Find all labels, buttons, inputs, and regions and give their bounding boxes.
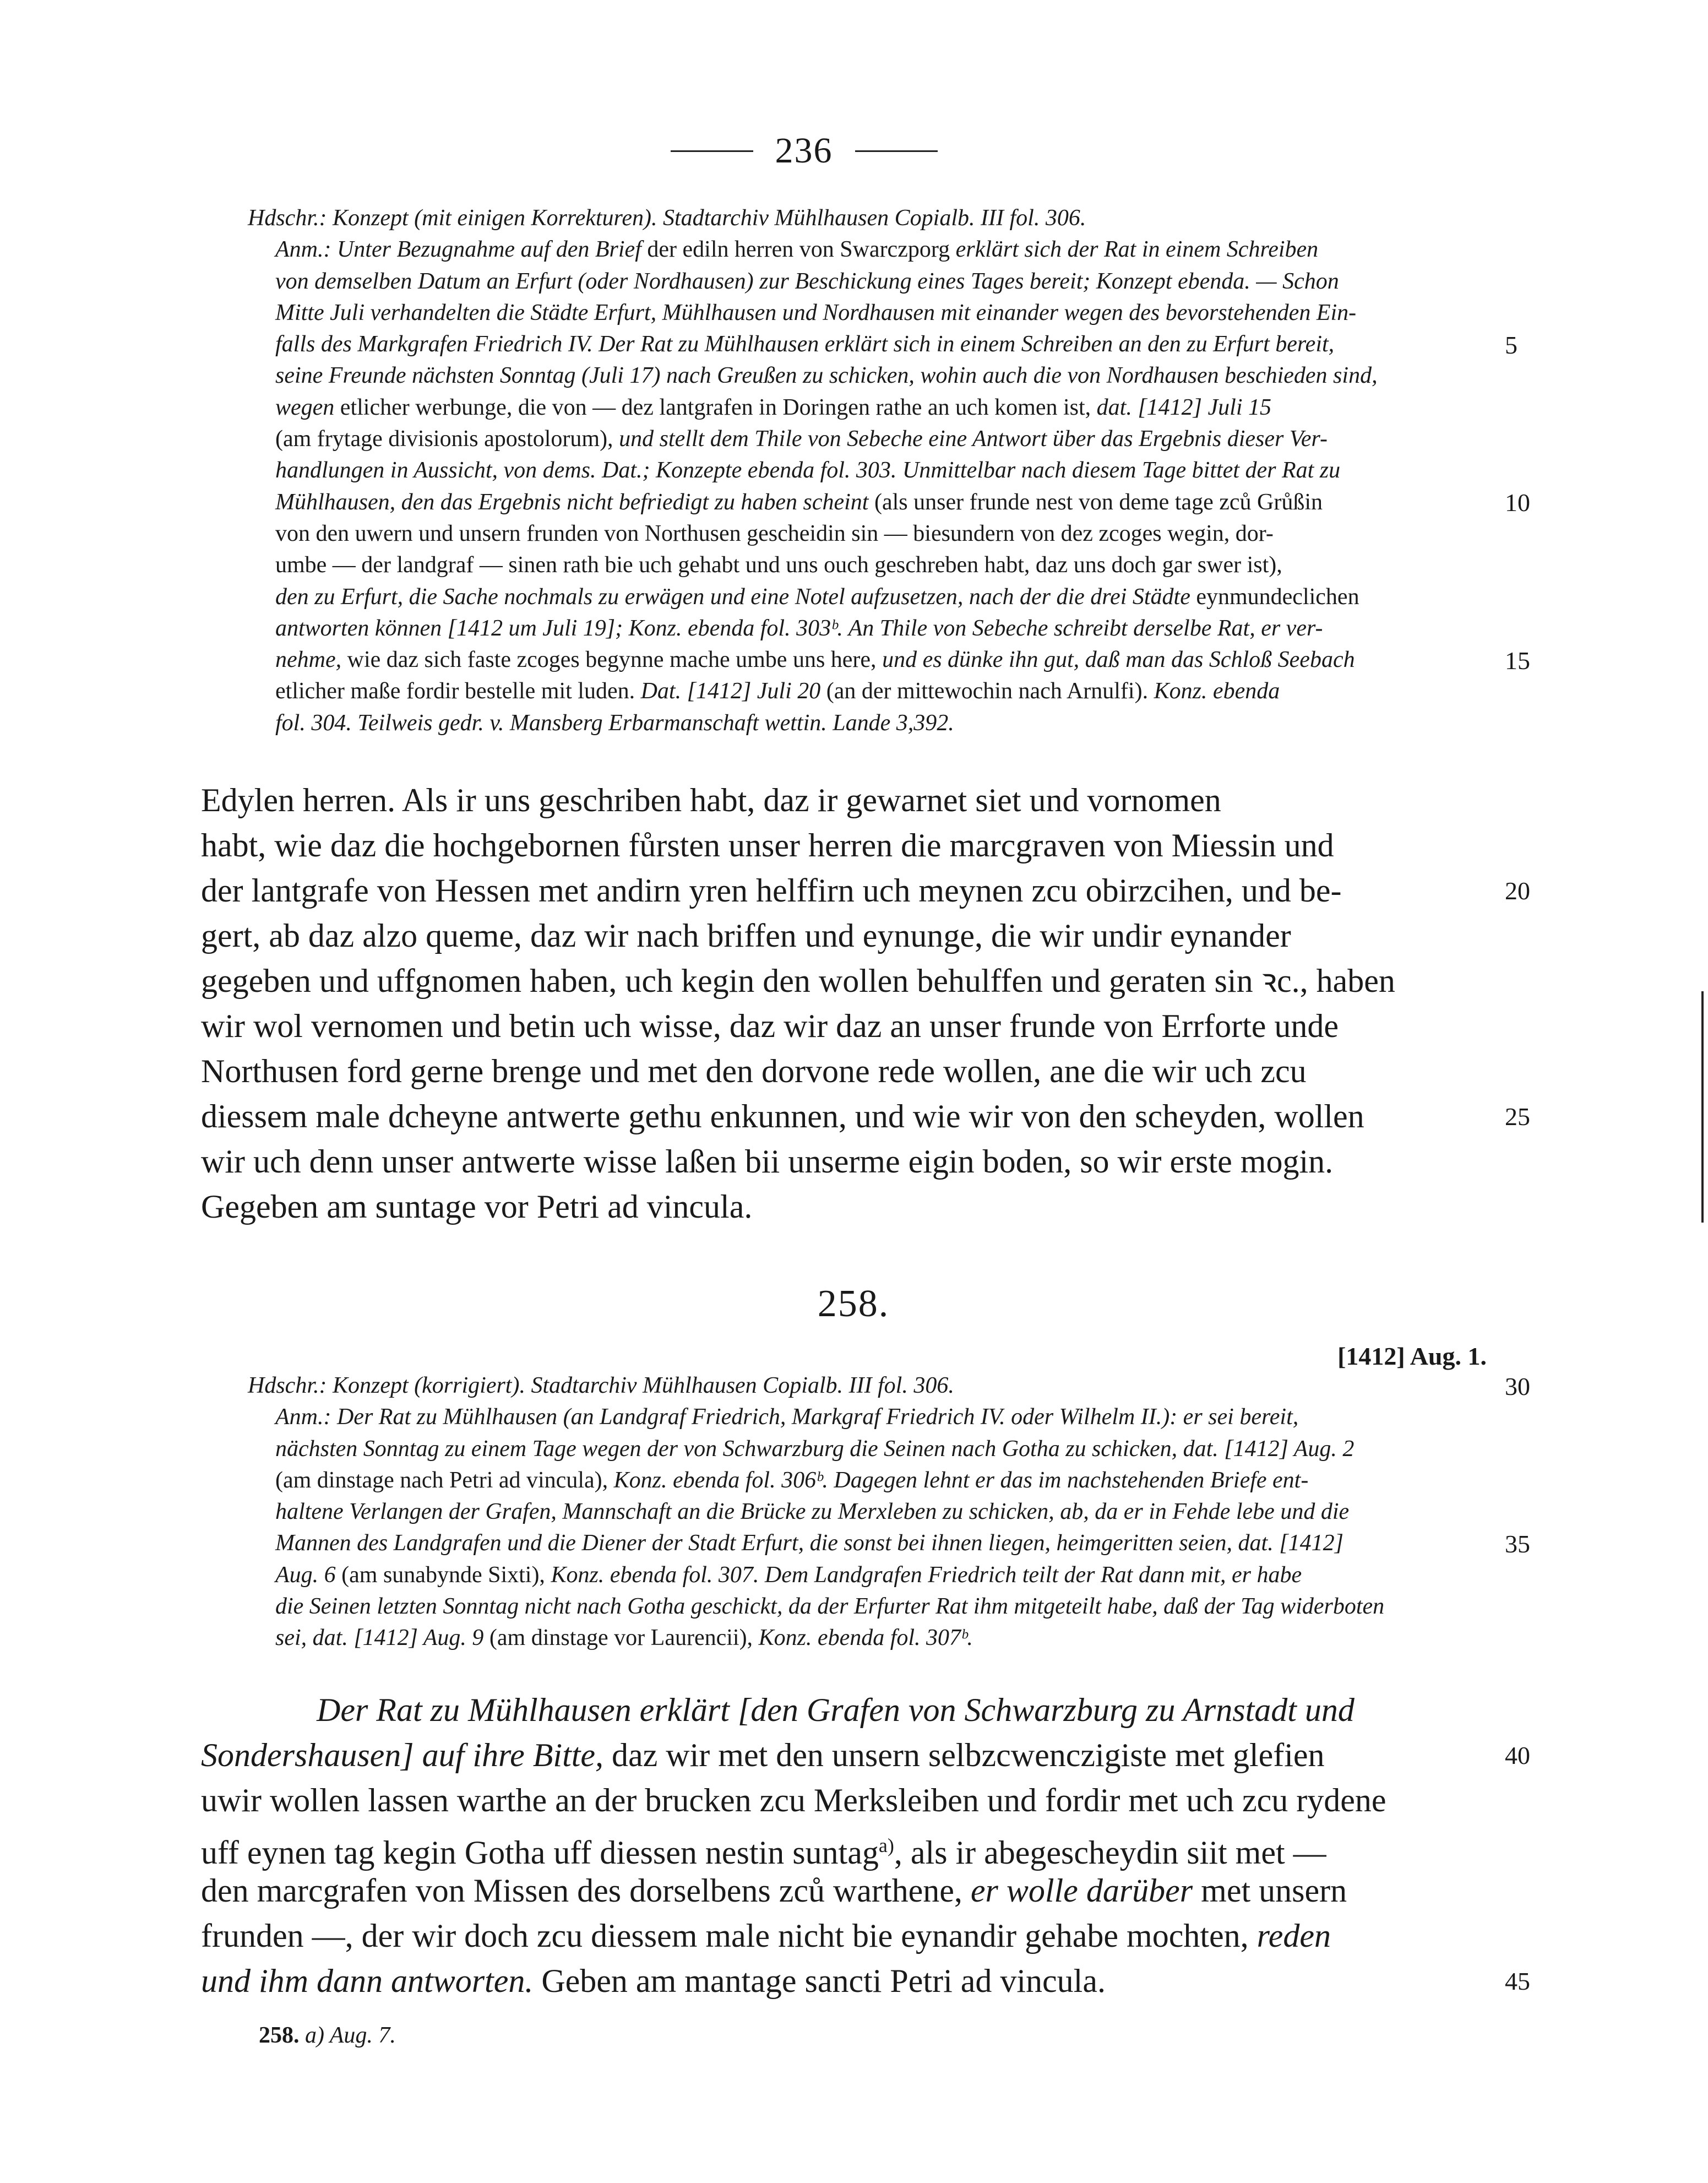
document-number: 258. (817, 1283, 890, 1325)
text-line (201, 823, 1492, 868)
text-line (248, 297, 1498, 329)
text-segment: Anm.: Unter Bezugnahme auf den Brief (275, 237, 648, 263)
text-segment: dat. [1412] Juli 15 (1096, 394, 1271, 420)
text-segment: Hdschr.: Konzept (korrigiert). Stadtarchiv Mühlhausen Copialb. III fol. 306. (248, 1373, 954, 1398)
header-rule-left (671, 150, 753, 152)
text-segment: umbe — der landgraf — sinen rath bie uch gehabt und uns ouch geschreben habt, daz uns doch gar swer ist), (275, 552, 1282, 578)
text-segment: etlicher maße fordir bestelle mit luden. (275, 678, 641, 704)
text-segment: von demselben Datum an Erfurt (oder Nordhausen) zur Beschickung eines Tages bereit; Konzept ebenda. — Schon (275, 268, 1339, 294)
text-segment: Geben am mantage sancti Petri ad vincula. (541, 1963, 1106, 1999)
text-segment: sei, dat. [1412] Aug. 9 (275, 1625, 489, 1651)
margin-line-number: 25 (1505, 1103, 1530, 1131)
text-line (201, 868, 1492, 913)
text-segment: und ihm dann antworten. (201, 1963, 542, 1999)
note-block-258 (248, 1370, 1498, 1654)
text-segment: gegeben und uffgnomen haben, uch kegin den wollen behulffen und geraten sin ꝛc., haben (201, 963, 1395, 999)
text-segment: uwir wollen lassen warthe an der brucken zcu Merksleiben und fordir met uch zcu rydene (201, 1782, 1386, 1818)
text-segment: Mitte Juli verhandelten die Städte Erfurt, Mühlhausen und Nordhausen mit einander wegen des bevorstehenden Ein- (275, 300, 1357, 325)
text-segment: diessem male dcheyne antwerte gethu enkunnen, und wie wir von den scheyden, wollen (201, 1098, 1364, 1134)
text-segment: Northusen ford gerne brenge und met den dorvone rede wollen, ane die wir uch zcu (201, 1053, 1307, 1089)
text-segment: Mühlhausen, den das Ergebnis nicht befriedigt zu haben scheint (275, 489, 874, 515)
text-line (248, 1528, 1498, 1559)
text-segment: nächsten Sonntag zu einem Tage wegen der von Schwarzburg die Seinen nach Gotha zu schicken, dat. [1412] Aug. 2 (275, 1436, 1355, 1462)
margin-line-number: 10 (1505, 488, 1530, 517)
text-line (201, 1049, 1492, 1094)
text-segment: daz wir met den unsern selbzcwenczigiste met glefien (612, 1737, 1325, 1773)
text-segment: wegen (275, 394, 340, 420)
text-segment: handlungen in Aussicht, von dems. Dat.; Konzepte ebenda fol. 303. Unmittelbar nach diesem Tage bittet der Rat zu (275, 458, 1341, 484)
margin-line-number: 40 (1505, 1741, 1530, 1769)
text-segment: Edylen herren. Als ir uns geschriben habt, daz ir gewarnet siet und vornomen (201, 782, 1221, 818)
footnote-text: a) Aug. 7. (305, 2023, 396, 2048)
text-line (248, 1560, 1498, 1591)
text-segment: a) (878, 1834, 894, 1856)
text-line (248, 487, 1498, 518)
margin-line-number: 35 (1505, 1530, 1530, 1558)
text-line (248, 423, 1498, 455)
text-segment: der lantgrafe von Hessen met andirn yren helffirn uch meynen zcu obirzcihen, und be- (201, 872, 1342, 909)
text-line (248, 360, 1498, 392)
text-line (201, 1094, 1492, 1139)
text-segment: uff eynen tag kegin Gotha uff diessen nestin suntag (201, 1834, 879, 1871)
text-segment: (am dinstage nach Petri ad vincula), (275, 1467, 614, 1493)
text-segment: Konz. ebenda fol. 307. Dem Landgrafen Friedrich teilt der Rat dann mit, er habe (551, 1562, 1302, 1588)
page-number: 236 (775, 131, 833, 171)
text-segment: Konz. ebenda (1154, 678, 1280, 704)
text-segment: Konz. ebenda fol. 307ᵇ. (758, 1625, 973, 1651)
text-segment: haltene Verlangen der Grafen, Mannschaft an die Brücke zu Merxleben zu schicken, ab, da er in Fehde lebe und die (275, 1499, 1350, 1525)
text-line (201, 1778, 1492, 1823)
text-line (248, 676, 1498, 707)
text-line (201, 1139, 1492, 1184)
page-header (606, 123, 1002, 178)
text-line (248, 455, 1498, 486)
text-line (248, 708, 1498, 739)
letter-body-257 (201, 778, 1492, 1229)
text-line (248, 1622, 1498, 1654)
scan-edge-mark (1701, 991, 1704, 1223)
text-segment: (an der mittewochin nach Arnulfi). (826, 678, 1154, 704)
text-segment: wir wol vernomen und betin uch wisse, daz wir daz an unser frunde von Errforte unde (201, 1008, 1339, 1044)
margin-line-number: 30 (1505, 1372, 1530, 1400)
text-line (248, 1465, 1498, 1496)
text-segment: er wolle darüber (970, 1872, 1201, 1909)
text-segment: gert, ab daz alzo queme, daz wir nach briffen und eynunge, die wir undir eynander (201, 917, 1291, 954)
text-segment: und es dünke ihn gut, daß man das Schloß Seebach (882, 647, 1355, 673)
text-segment: eynmundeclichen (1196, 584, 1359, 610)
text-line (201, 778, 1492, 823)
text-line (201, 913, 1492, 958)
text-segment: die Seinen letzten Sonntag nicht nach Gotha geschickt, da der Erfurter Rat ihm mitgeteilt habe, daß der Tag widerboten (275, 1594, 1385, 1620)
text-segment: Hdschr.: Konzept (mit einigen Korrekturen). Stadtarchiv Mühlhausen Copialb. III fol. 306. (248, 205, 1086, 231)
text-segment: habt, wie daz die hochgebornen fůrsten unser herren die marcgraven von Miessin und (201, 827, 1334, 864)
text-segment: fol. 304. Teilweis gedr. v. Mansberg Erbarmanschaft wettin. Lande 3,392. (275, 710, 954, 736)
text-line (201, 1733, 1492, 1778)
margin-line-number: 15 (1505, 646, 1530, 675)
text-segment: met unsern (1201, 1872, 1347, 1909)
text-line (248, 1591, 1498, 1622)
text-line (201, 1958, 1492, 2003)
text-segment: der ediln herren von Swarczporg (647, 237, 956, 263)
text-segment: von den uwern und unsern frunden von Northusen gescheidin sin — biesundern von dez zcoges wegin, dor- (275, 520, 1274, 546)
text-line (248, 392, 1498, 423)
text-line (201, 1687, 1492, 1733)
document-date: [1412] Aug. 1. (1337, 1342, 1487, 1370)
text-line (248, 582, 1498, 613)
text-segment: wie daz sich faste zcoges begynne mache umbe uns here, (347, 647, 883, 673)
text-segment: etlicher werbunge, die von — dez lantgrafen in Doringen rathe an uch komen ist, (340, 394, 1097, 420)
text-segment: Konz. ebenda fol. 306ᵇ. Dagegen lehnt er das im nachstehenden Briefe ent- (613, 1467, 1309, 1493)
text-segment: Aug. 6 (275, 1562, 342, 1588)
text-segment: wir uch denn unser antwerte wisse laßen bii unserme eigin boden, so wir erste mogin. (201, 1143, 1334, 1180)
text-line (248, 613, 1498, 644)
letter-body-258 (201, 1687, 1492, 2003)
text-segment: , als ir abegescheydin siit met — (894, 1834, 1326, 1871)
text-segment: den marcgrafen von Missen des dorselbens zců warthene, (201, 1872, 971, 1909)
text-segment: seine Freunde nächsten Sonntag (Juli 17) nach Greußen zu schicken, wohin auch die von Nordhausen beschieden sind, (275, 363, 1378, 389)
text-segment: reden (1256, 1918, 1331, 1954)
note-block-257 (248, 203, 1498, 739)
text-segment: (am dinstage vor Laurencii), (489, 1625, 759, 1651)
text-segment: Gegeben am suntage vor Petri ad vincula. (201, 1188, 753, 1225)
text-segment: (am frytage divisionis apostolorum), (275, 426, 619, 452)
text-segment: antworten können [1412 um Juli 19]; Konz. ebenda fol. 303ᵇ. An Thile von Sebeche schreibt derselbe Rat, er ver- (275, 615, 1323, 641)
text-line (248, 518, 1498, 550)
text-line (248, 234, 1498, 265)
margin-line-number: 5 (1505, 330, 1517, 359)
text-segment: nehme, (275, 647, 347, 673)
text-line (201, 958, 1492, 1003)
text-segment: (am sunabynde Sixti), (341, 1562, 551, 1588)
text-segment: (als unser frunde nest von deme tage zců Grůßin (874, 489, 1323, 515)
text-line (201, 1003, 1492, 1049)
text-segment: Mannen des Landgrafen und die Diener der Stadt Erfurt, die sonst bei ihnen liegen, heimgeritten seien, dat. [1412] (275, 1530, 1343, 1556)
footnote-marker: 258. (259, 2023, 300, 2048)
text-line (248, 1496, 1498, 1528)
text-segment: falls des Markgrafen Friedrich IV. Der Rat zu Mühlhausen erklärt sich in einem Schreiben an den zu Erfurt bereit, (275, 332, 1335, 357)
text-line (201, 1913, 1492, 1958)
text-line (248, 329, 1498, 360)
margin-line-number: 20 (1505, 877, 1530, 905)
text-segment: Der Rat zu Mühlhausen erklärt [den Grafen von Schwarzburg zu Arnstadt und (317, 1692, 1355, 1728)
text-segment: den zu Erfurt, die Sache nochmals zu erwägen und eine Notel aufzusetzen, nach der die drei Städte (275, 584, 1196, 610)
text-segment: Sondershausen] auf ihre Bitte, (201, 1737, 612, 1773)
text-line (248, 1433, 1498, 1465)
text-line (248, 1402, 1498, 1433)
footnote (259, 2022, 396, 2049)
text-line (201, 1868, 1492, 1913)
text-segment: und stellt dem Thile von Sebeche eine Antwort über das Ergebnis dieser Ver- (619, 426, 1328, 452)
text-line (248, 266, 1498, 297)
text-segment: erklärt sich der Rat in einem Schreiben (955, 237, 1319, 263)
text-line (248, 1370, 1498, 1402)
text-segment: Dat. [1412] Juli 20 (640, 678, 826, 704)
text-segment: Anm.: Der Rat zu Mühlhausen (an Landgraf Friedrich, Markgraf Friedrich IV. oder Wilhelm II.): er sei bereit, (275, 1404, 1299, 1430)
text-line (201, 1823, 1492, 1871)
text-line (248, 203, 1498, 234)
header-rule-right (855, 150, 938, 152)
text-line (248, 550, 1498, 581)
text-line (248, 644, 1498, 676)
text-line (201, 1184, 1492, 1229)
text-segment: frunden —, der wir doch zcu diessem male nicht bie eynandir gehabe mochten, (201, 1918, 1257, 1954)
margin-line-number: 45 (1505, 1967, 1530, 1995)
